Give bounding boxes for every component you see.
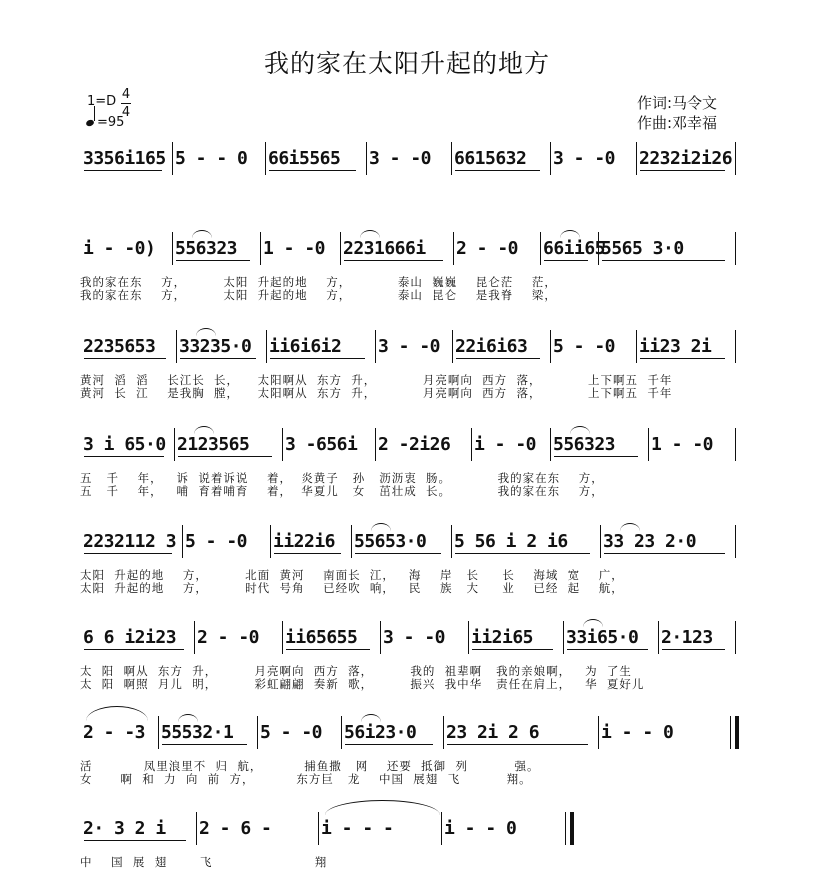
barline — [174, 428, 175, 461]
lyric-line: 五 千 年， 诉 说着诉说 着， 炎黄子 孙 沥沥衷 肠。 我的家在东 方， — [80, 471, 604, 485]
measure: i - - 0 — [444, 818, 517, 839]
measure: 2 - -0 — [456, 238, 519, 259]
measure: 3 i 65·0 — [83, 434, 166, 455]
barline — [550, 142, 551, 175]
barline — [257, 716, 258, 749]
barline — [550, 428, 551, 461]
measure: 55653·0 — [354, 531, 427, 552]
beam-line — [84, 358, 166, 359]
barline — [735, 142, 736, 175]
beam-line — [180, 358, 256, 359]
beam-line — [602, 260, 725, 261]
barline — [735, 232, 736, 265]
barline — [270, 525, 271, 558]
beam-line — [84, 456, 164, 457]
barline — [172, 142, 173, 175]
measure: 6 6 i2i23 — [83, 627, 177, 648]
measure: 2·123 — [661, 627, 713, 648]
barline — [380, 621, 381, 654]
measure: ii22i6 — [273, 531, 336, 552]
beam-line — [567, 649, 648, 650]
time-signature-bottom: 4 — [121, 105, 131, 120]
barline — [366, 142, 367, 175]
measure: 23 2i 2 6 — [446, 722, 540, 743]
lyric-line: 太 阳 啊照 月儿 明， 彩虹翩翩 奏新 歌， 振兴 我中华 责任在肩上， 华 夏好儿 — [80, 677, 645, 691]
measure: 55532·1 — [161, 722, 234, 743]
barline — [598, 716, 599, 749]
lyric-line: 我的家在东 方， 太阳 升起的地 方， 泰山 昆仑 是我脊 梁， — [80, 288, 557, 302]
beam-line — [270, 358, 365, 359]
barline — [351, 525, 352, 558]
measure: 56i23·0 — [344, 722, 417, 743]
tie-mark — [86, 706, 148, 721]
beam-line — [640, 170, 725, 171]
slur-mark — [371, 523, 391, 531]
measure: 2231666i — [343, 238, 426, 259]
measure: ii65655 — [285, 627, 358, 648]
tempo-marking: =95 — [86, 115, 124, 130]
measure: 3 - -0 — [378, 336, 441, 357]
beam-line — [455, 170, 540, 171]
slur-mark — [583, 619, 603, 627]
tie-mark — [325, 800, 440, 815]
measure: 5 56 i 2 i6 — [454, 531, 568, 552]
barline — [471, 428, 472, 461]
measure: 5 - - 0 — [175, 148, 248, 169]
lyric-line: 活 凤里浪里不 归 航， 捕鱼撒 网 还要 抵御 列 强。 — [80, 759, 540, 773]
barline — [341, 716, 342, 749]
beam-line — [355, 553, 441, 554]
barline — [735, 428, 736, 461]
lyric-line: 我的家在东 方， 太阳 升起的地 方， 泰山 巍巍 昆仑茫 茫， — [80, 275, 557, 289]
beam-line — [178, 456, 272, 457]
measure: 2235653 — [83, 336, 156, 357]
barline — [730, 716, 739, 749]
barline — [540, 232, 541, 265]
barline — [563, 621, 564, 654]
barline — [735, 621, 736, 654]
measure: 556323 — [553, 434, 616, 455]
barline — [443, 716, 444, 749]
beam-line — [604, 553, 725, 554]
slur-mark — [178, 714, 198, 722]
barline — [182, 525, 183, 558]
lyricist-credit: 作词:马令文 — [637, 94, 718, 112]
measure: i - -0) — [83, 238, 156, 259]
measure: ii23 2i — [639, 336, 712, 357]
measure: i - - - — [321, 818, 394, 839]
barline — [176, 330, 177, 363]
barline — [196, 812, 197, 845]
beam-line — [84, 170, 162, 171]
measure: 22i6i63 — [455, 336, 528, 357]
measure: 66i5565 — [268, 148, 341, 169]
beam-line — [269, 170, 356, 171]
measure: 2 - 6 - — [199, 818, 272, 839]
barline — [648, 428, 649, 461]
barline — [636, 142, 637, 175]
measure: 33i65·0 — [566, 627, 639, 648]
slur-mark — [570, 426, 590, 434]
beam-line — [447, 744, 588, 745]
barline — [441, 812, 442, 845]
barline — [260, 232, 261, 265]
measure: i - - 0 — [601, 722, 674, 743]
measure: 6615632 — [454, 148, 527, 169]
barline — [658, 621, 659, 654]
measure: 3 - -0 — [553, 148, 616, 169]
beam-line — [84, 840, 186, 841]
barline — [282, 621, 283, 654]
slur-mark — [360, 230, 380, 238]
lyric-line: 太阳 升起的地 方， 北面 黄河 南面长 江， 海 岸 长 长 海域 宽 广， — [80, 568, 624, 582]
barline — [318, 812, 319, 845]
slur-mark — [192, 230, 212, 238]
barline — [598, 232, 599, 265]
barline — [266, 330, 267, 363]
measure: 3356i165 — [83, 148, 166, 169]
barline — [735, 330, 736, 363]
barline — [158, 716, 159, 749]
measure: 5 - -0 — [185, 531, 248, 552]
beam-line — [286, 649, 370, 650]
slur-mark — [194, 426, 214, 434]
beam-line — [554, 456, 638, 457]
measure: 2 - -3 — [83, 722, 146, 743]
time-signature-top: 4 — [121, 87, 131, 102]
lyric-line: 黄河 长 江 是我胸 膛， 太阳啊从 东方 升， 月亮啊向 西方 落， 上下啊五 千年 — [80, 386, 673, 400]
lyric-line: 中 国 展 翅 飞 翔 — [80, 855, 328, 869]
barline — [550, 330, 551, 363]
key-signature: 1=D — [87, 94, 117, 109]
slur-mark — [361, 714, 381, 722]
measure: 5 - -0 — [260, 722, 323, 743]
measure: 33235·0 — [179, 336, 252, 357]
lyric-line: 女 啊 和 力 向 前 方， 东方巨 龙 中国 展翅 飞 翔。 — [80, 772, 532, 786]
barline — [452, 330, 453, 363]
beam-line — [345, 744, 433, 745]
measure: 3 - -0 — [369, 148, 432, 169]
measure: ii2i65 — [471, 627, 534, 648]
beam-line — [472, 649, 553, 650]
barline — [600, 525, 601, 558]
song-title: 我的家在太阳升起的地方 — [263, 49, 550, 78]
slur-mark — [560, 230, 580, 238]
beam-line — [544, 260, 588, 261]
measure: 2· 3 2 i — [83, 818, 166, 839]
beam-line — [662, 649, 725, 650]
slur-mark — [196, 328, 216, 336]
measure: 2232112 3 — [83, 531, 177, 552]
measure: 556323 — [175, 238, 238, 259]
barline — [265, 142, 266, 175]
beam-line — [84, 553, 172, 554]
barline — [453, 232, 454, 265]
barline — [282, 428, 283, 461]
lyric-line: 五 千 年， 哺 育着哺育 着， 华夏儿 女 茁壮成 长。 我的家在东 方， — [80, 484, 604, 498]
measure: 2232i2i26 — [639, 148, 733, 169]
measure: i - -0 — [474, 434, 537, 455]
lyric-line: 太阳 升起的地 方， 时代 号角 已经吹 响， 民 族 大 业 已经 起 航， — [80, 581, 624, 595]
beam-line — [344, 260, 443, 261]
measure: ii6i6i2 — [269, 336, 342, 357]
beam-line — [84, 649, 184, 650]
barline — [375, 330, 376, 363]
barline — [451, 525, 452, 558]
barline — [375, 428, 376, 461]
composer-credit: 作曲:邓幸福 — [637, 114, 718, 132]
beam-line — [162, 744, 247, 745]
beam-line — [274, 553, 341, 554]
measure: 5565 3·0 — [601, 238, 684, 259]
beam-line — [640, 358, 725, 359]
barline — [468, 621, 469, 654]
lyric-line: 太 阳 啊从 东方 升， 月亮啊向 西方 落， 我的 祖辈啊 我的亲娘啊， 为 了生 — [80, 664, 632, 678]
barline — [194, 621, 195, 654]
barline — [340, 232, 341, 265]
beam-line — [176, 260, 250, 261]
barline — [735, 525, 736, 558]
barline — [636, 330, 637, 363]
measure: 3 - -0 — [383, 627, 446, 648]
measure: 33 23 2·0 — [603, 531, 697, 552]
measure: 2123565 — [177, 434, 250, 455]
measure: 1 - -0 — [263, 238, 326, 259]
barline — [451, 142, 452, 175]
measure: 66ii65 — [543, 238, 606, 259]
measure: 5 - -0 — [553, 336, 616, 357]
lyric-line: 黄河 滔 滔 长江长 长， 太阳啊从 东方 升， 月亮啊向 西方 落， 上下啊五 千年 — [80, 373, 673, 387]
measure: 2 - -0 — [197, 627, 260, 648]
measure: 2 -2i26 — [378, 434, 451, 455]
barline — [565, 812, 574, 845]
slur-mark — [620, 523, 640, 531]
measure: 3 -656i — [285, 434, 358, 455]
beam-line — [455, 553, 590, 554]
measure: 1 - -0 — [651, 434, 714, 455]
beam-line — [456, 358, 540, 359]
barline — [172, 232, 173, 265]
